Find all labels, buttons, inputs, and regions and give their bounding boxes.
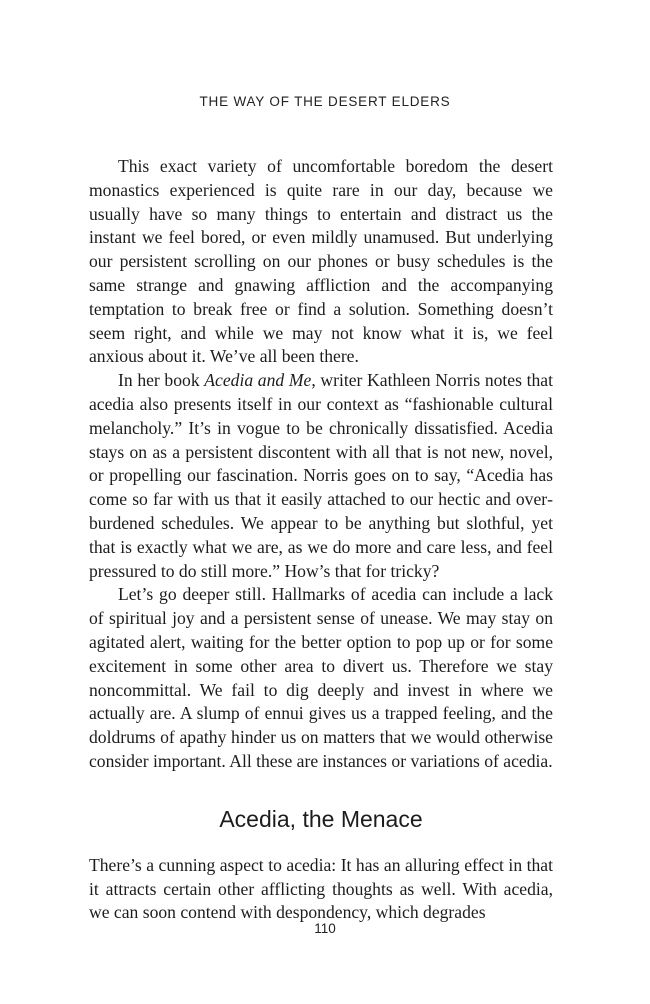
paragraph-4: There’s a cunning aspect to acedia: It has an alluring effect in that it attracts certain other afflicting thoughts as well. With acedia, we can soon contend with despondency, which degrades bbox=[89, 854, 553, 923]
paragraph-1: This exact variety of uncomfortable boredom the desert monastics experienced is quite rare in our day, because we usually have so many things to entertain and distract us the instant we feel bored, or even mildly unamused. But underlying our persistent scrolling on our phones or busy schedules is the same strange and gnawing affliction and the accompanying temptation to break free or find a solution. Something doesn’t seem right, and while we may not know what it is, we feel anxious about it. We’ve all been there. bbox=[89, 156, 553, 367]
page-number: 110 bbox=[314, 921, 336, 936]
running-head: THE WAY OF THE DESERT ELDERS bbox=[199, 94, 451, 109]
section-heading: Acedia, the Menace bbox=[219, 805, 423, 832]
paragraph-3: Let’s go deeper still. Hallmarks of acedia can include a lack of spiritual joy and a persistent sense of unease. We may stay on agitated alert, waiting for the better option to pop up or for some excitement in some other area to divert us. Therefore we stay noncommittal. We fail to dig deeply and invest in where we actually are. A slump of ennui gives us a trapped feeling, and the doldrums of apathy hinder us on matters that we would otherwise consider important. All these are instances or variations of acedia. bbox=[89, 584, 553, 771]
paragraph-2-lead: In her book bbox=[118, 370, 205, 391]
book-title: Acedia and Me bbox=[204, 370, 312, 391]
paragraph-2-rest: , writer Kathleen Norris notes that acedia also presents itself in our context as “fashionable cultural melancholy.” It’s in vogue to be chronically dissatisfied. Acedia stays on as a persistent discontent with all that is not new, novel, or propelling our fascination. Norris goes on to say, “Acedia has come so far with us that it easily attached to our hectic and overburdened schedules. We appear to be anything but slothful, yet that is exactly what we are, as we do more and care less, and feel pressured to do still more.” How’s that for tricky? bbox=[89, 370, 554, 581]
paragraph-2 bbox=[89, 369, 553, 583]
body-text bbox=[89, 155, 553, 925]
